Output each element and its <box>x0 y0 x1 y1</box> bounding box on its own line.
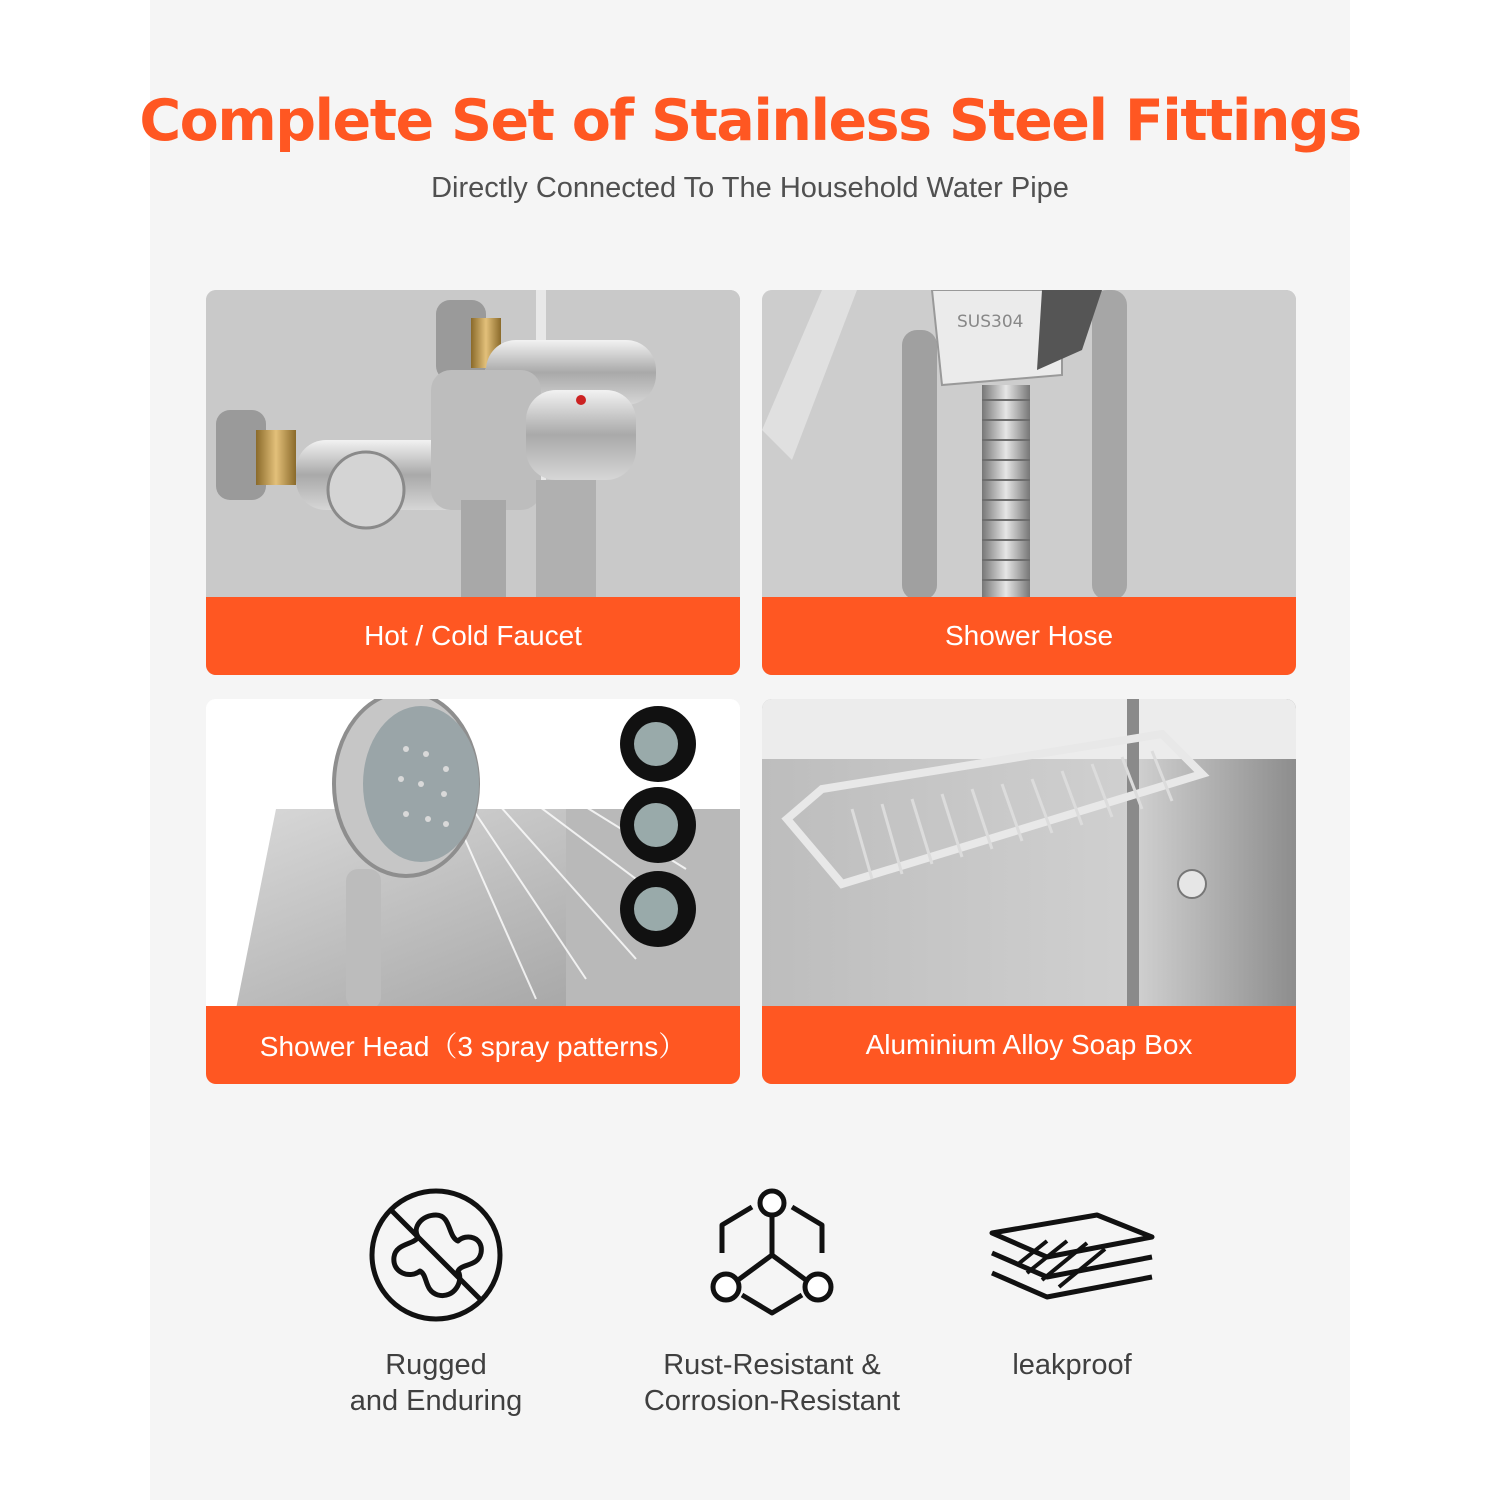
faucet-photo <box>206 290 740 600</box>
soap-box-label: Aluminium Alloy Soap Box <box>762 1006 1296 1084</box>
no-bacteria-icon <box>366 1185 506 1325</box>
faucet-label: Hot / Cold Faucet <box>206 597 740 675</box>
feature-rust-resistant <box>622 1185 922 1419</box>
feature-rugged <box>286 1185 586 1419</box>
shower-head-card <box>206 699 740 1084</box>
shower-hose-card <box>762 290 1296 675</box>
shower-hose-label: Shower Hose <box>762 597 1296 675</box>
feature-leakproof <box>922 1185 1222 1383</box>
feature-rust-label: Rust-Resistant & Corrosion-Resistant <box>643 1349 901 1417</box>
shower-head-photo <box>206 699 740 1009</box>
soap-box-photo <box>762 699 1296 1009</box>
molecule-hexagon-icon <box>702 1185 842 1325</box>
layered-sheets-icon <box>987 1185 1157 1325</box>
faucet-card <box>206 290 740 675</box>
shower-hose-photo <box>762 290 1296 600</box>
page-subtitle: Directly Connected To The Household Water Pipe <box>431 172 1069 204</box>
feature-rugged-label: Rugged and Enduring <box>349 1349 523 1417</box>
shower-head-label: Shower Head（3 spray patterns） <box>206 1006 740 1084</box>
feature-leakproof-label: leakproof <box>1012 1349 1132 1381</box>
sus304-stamp: SUS304 <box>957 312 1024 332</box>
soap-box-card <box>762 699 1296 1084</box>
page-title: Complete Set of Stainless Steel Fittings <box>139 88 1361 154</box>
